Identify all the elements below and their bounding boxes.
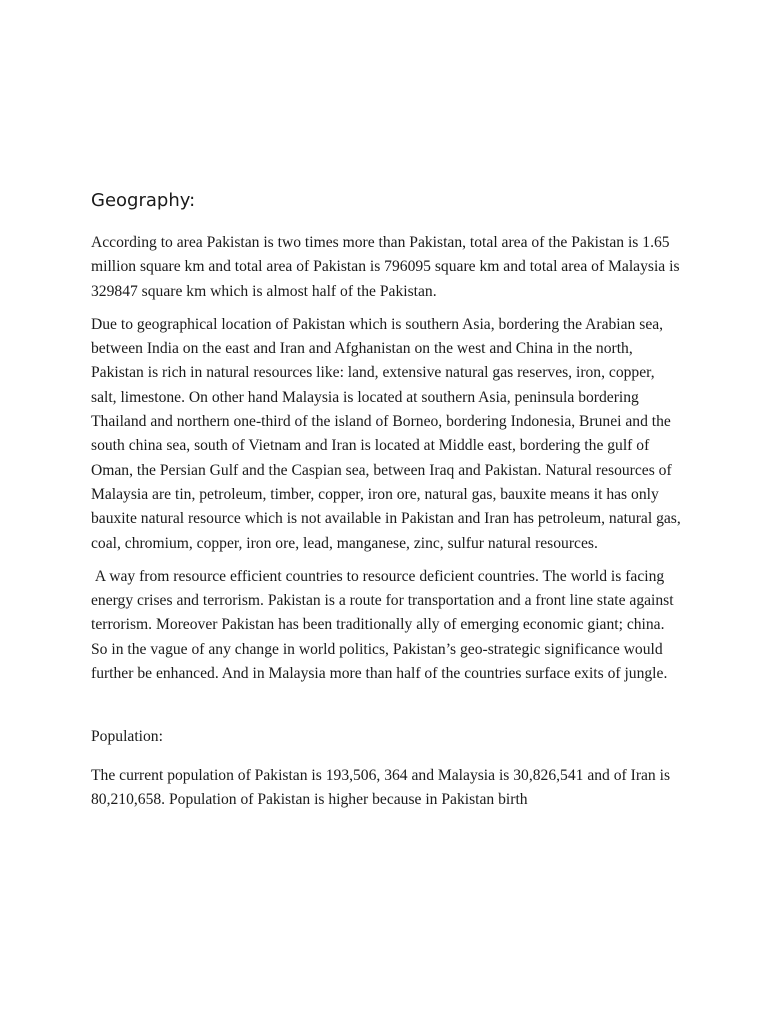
- geography-paragraph-strategic: A way from resource efficient countries to resource deficient countries. The world is facing energy crises and terrorism. Pakistan is a route for transportation and a front line state against terrorism. Moreover Pakistan has been traditionally ally of emerging economic giant; china. So in the vague of any change in world politics, Pakistan’s geo-strategic significance would further be enhanced. And in Malaysia more than half of the countries surface exits of jungle.: [91, 567, 678, 683]
- geography-heading: Geography:: [91, 190, 196, 211]
- population-heading: Population:: [91, 728, 163, 746]
- population-paragraph: The current population of Pakistan is 193,506, 364 and Malaysia is 30,826,541 and of Iran is 80,210,658. Population of Pakistan is higher because in Pakistan birth: [91, 766, 671, 808]
- section-spacer: [91, 695, 683, 725]
- geography-paragraph-location: Due to geographical location of Pakistan which is southern Asia, bordering the Arabian sea, between India on the east and Iran and Afghanistan on the west and China in the north, Pakistan is rich in natural resources like: land, extensive natural gas reserves, iron, copper, salt, limestone. On other hand Malaysia is located at southern Asia, peninsula bordering Thailand and northern one-third of the island of Borneo, bordering Indonesia, Brunei and the south china sea, south of Vietnam and Iran is located at Middle east, bordering the gulf of Oman, the Persian Gulf and the Caspian sea, between Iraq and Pakistan. Natural resources of Malaysia are tin, petroleum, timber, copper, iron ore, natural gas, bauxite means it has only bauxite natural resource which is not available in Pakistan and Iran has petroleum, natural gas, coal, chromium, copper, iron ore, lead, manganese, zinc, sulfur natural resources.: [91, 315, 681, 552]
- geography-paragraph-area: According to area Pakistan is two times more than Pakistan, total area of the Pakistan is 1.65 million square km and total area of Pakistan is 796095 square km and total area of Malaysia is 329847 square km which is almost half of the Pakistan.: [91, 234, 680, 300]
- document-body: [91, 188, 683, 821]
